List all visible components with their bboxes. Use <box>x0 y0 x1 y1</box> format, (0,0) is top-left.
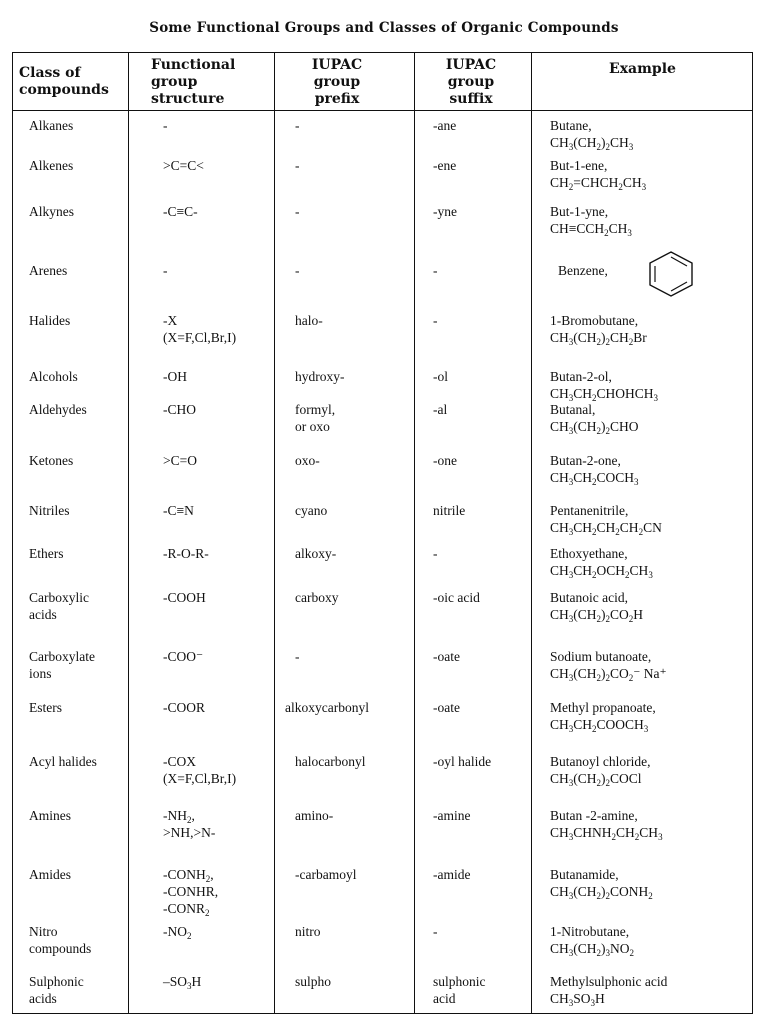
example-name: 1-Bromobutane, <box>550 313 639 328</box>
class-cell: Carboxylic acids <box>29 590 89 622</box>
structure-cell: - <box>163 263 168 278</box>
structure-cell: >C=O <box>163 453 197 468</box>
structure-cell: $-CONH_2$, -CONHR, $-CONR_2$ <box>163 867 219 918</box>
column-divider <box>128 53 129 1013</box>
header-divider <box>13 110 752 111</box>
prefix-cell: sulpho <box>295 974 332 989</box>
structure-cell: -OH <box>163 369 187 384</box>
structure-cell: -C≡C- <box>163 204 198 219</box>
example-cell <box>550 589 643 623</box>
example-formula: $CH\equiv CCH_2CH_3$ <box>550 221 632 238</box>
example-name: Butan-2-one, <box>550 453 621 468</box>
prefix-cell: oxo- <box>295 453 320 468</box>
class-cell: Nitriles <box>29 503 70 518</box>
column-divider <box>531 53 532 1013</box>
example-cell <box>550 807 663 841</box>
suffix-cell: -oic acid <box>433 590 480 605</box>
prefix-cell: amino- <box>295 808 334 823</box>
prefix-cell: hydroxy- <box>295 369 345 384</box>
column-divider <box>414 53 415 1013</box>
example-name: Butan-2-ol, <box>550 369 612 384</box>
example-formula: $CH_3CH_2COOCH_3$ <box>550 717 649 734</box>
suffix-cell: -amine <box>433 808 471 823</box>
structure-cell: >C=C< <box>163 158 204 173</box>
header-example: Example <box>609 61 676 77</box>
class-cell: Alkynes <box>29 204 74 219</box>
structure-cell: $-NH_2$, >NH,>N- <box>163 808 216 840</box>
example-formula: $CH_3SO_3H$ <box>550 991 605 1008</box>
example-formula: $CH_3(CH_2)_2CO_2H$ <box>550 607 644 624</box>
structure-cell: $-NO_2$ <box>163 924 192 941</box>
structure-cell: $-SO_3H$ <box>163 974 202 991</box>
prefix-cell: carboxy <box>295 590 339 605</box>
example-cell <box>550 648 667 682</box>
example-cell <box>550 866 653 900</box>
class-cell: Aldehydes <box>29 402 87 417</box>
example-cell <box>550 502 662 536</box>
example-name: Butanal, <box>550 402 596 417</box>
example-cell <box>558 262 608 279</box>
example-name: Butane, <box>550 118 592 133</box>
suffix-cell: sulphonic acid <box>433 974 486 1006</box>
class-cell: Acyl halides <box>29 754 97 769</box>
class-cell: Halides <box>29 313 71 328</box>
header-structure: Functional group structure <box>151 57 236 107</box>
suffix-cell: - <box>433 546 438 561</box>
header-class: Class of compounds <box>19 65 109 98</box>
header-suffix: IUPAC group suffix <box>445 57 497 107</box>
suffix-cell: -one <box>433 453 457 468</box>
example-cell <box>550 401 639 435</box>
header-prefix: IUPAC group prefix <box>311 57 363 107</box>
example-cell <box>550 699 656 733</box>
suffix-cell: -oyl halide <box>433 754 492 769</box>
example-name: Butanamide, <box>550 867 619 882</box>
example-name: Butanoic acid, <box>550 590 628 605</box>
example-formula: $CH_3CH_2CH_2CH_2CN$ <box>550 520 662 537</box>
example-cell <box>550 753 650 787</box>
example-name: Methyl propanoate, <box>550 700 656 715</box>
example-name: Benzene, <box>558 263 608 278</box>
structure-cell: -C≡N <box>163 503 194 518</box>
prefix-cell: - <box>295 118 300 133</box>
example-name: But-1-yne, <box>550 204 609 219</box>
prefix-cell: formyl, or oxo <box>295 402 336 434</box>
example-cell <box>550 157 646 191</box>
suffix-cell: -al <box>433 402 448 417</box>
prefix-cell: halocarbonyl <box>295 754 366 769</box>
example-name: Butan -2-amine, <box>550 808 638 823</box>
prefix-cell: - <box>295 204 300 219</box>
structure-cell: -COOH <box>163 590 206 605</box>
example-formula: $CH_3(CH_2)_2CH_2Br$ <box>550 330 647 347</box>
class-cell: Sulphonic acids <box>29 974 84 1006</box>
prefix-cell: cyano <box>295 503 328 518</box>
example-formula: $CH_3CHNH_2CH_2CH_3$ <box>550 825 663 842</box>
example-name: Butanoyl chloride, <box>550 754 651 769</box>
suffix-cell: -oate <box>433 649 460 664</box>
column-divider <box>274 53 275 1013</box>
class-cell: Ketones <box>29 453 74 468</box>
class-cell: Arenes <box>29 263 68 278</box>
class-cell: Amides <box>29 867 71 882</box>
suffix-cell: - <box>433 313 438 328</box>
suffix-cell: nitrile <box>433 503 466 518</box>
structure-cell: -COX (X=F,Cl,Br,I) <box>163 754 237 786</box>
structure-cell: -CHO <box>163 402 196 417</box>
example-formula: $CH_3(CH_2)_2COCl$ <box>550 771 642 788</box>
example-cell <box>550 923 634 957</box>
example-cell <box>550 203 632 237</box>
prefix-cell: alkoxy- <box>295 546 337 561</box>
suffix-cell: -ene <box>433 158 457 173</box>
example-cell <box>550 368 658 402</box>
class-cell: Ethers <box>29 546 64 561</box>
example-formula: $CH_3(CH_2)_2CH_3$ <box>550 135 634 152</box>
class-cell: Alkenes <box>29 158 74 173</box>
prefix-cell: -carbamoyl <box>295 867 357 882</box>
suffix-cell: - <box>433 263 438 278</box>
example-name: But-1-ene, <box>550 158 608 173</box>
class-cell: Carboxylate ions <box>29 649 95 681</box>
structure-cell: -COO⁻ <box>163 649 204 664</box>
class-cell: Amines <box>29 808 71 823</box>
suffix-cell: -oate <box>433 700 460 715</box>
page-title: Some Functional Groups and Classes of Organic Compounds <box>149 20 619 36</box>
suffix-cell: -ane <box>433 118 457 133</box>
example-formula: $CH_3CH_2CHOHCH_3$ <box>550 386 659 403</box>
example-cell <box>550 452 639 486</box>
example-name: 1-Nitrobutane, <box>550 924 630 939</box>
structure-cell: -COOR <box>163 700 206 715</box>
example-formula: $CH_3CH_2COCH_3$ <box>550 470 639 487</box>
example-formula: $CH_3(CH_2)_3NO_2$ <box>550 941 635 958</box>
structure-cell: -X (X=F,Cl,Br,I) <box>163 313 237 345</box>
example-name: Sodium butanoate, <box>550 649 652 664</box>
prefix-cell: - <box>295 263 300 278</box>
suffix-cell: -ol <box>433 369 448 384</box>
class-cell: Alcohols <box>29 369 78 384</box>
suffix-cell: -yne <box>433 204 457 219</box>
example-cell <box>550 117 633 151</box>
example-cell <box>550 312 647 346</box>
example-name: Pentanenitrile, <box>550 503 629 518</box>
suffix-cell: -amide <box>433 867 471 882</box>
class-cell: Esters <box>29 700 62 715</box>
prefix-cell: - <box>295 158 300 173</box>
example-name: Methylsulphonic acid <box>550 974 668 989</box>
example-formula: $CH_3(CH_2)_2CO_2^-$ Na⁺ <box>550 666 667 683</box>
example-cell <box>550 973 667 1007</box>
example-name: Ethoxyethane, <box>550 546 628 561</box>
suffix-cell: - <box>433 924 438 939</box>
prefix-cell: halo- <box>295 313 323 328</box>
structure-cell: -R-O-R- <box>163 546 209 561</box>
example-cell <box>550 545 653 579</box>
structure-cell: - <box>163 118 168 133</box>
example-formula: $CH_3(CH_2)_2CHO$ <box>550 419 639 436</box>
example-formula: $CH_3CH_2OCH_2CH_3$ <box>550 563 653 580</box>
prefix-cell: nitro <box>295 924 321 939</box>
prefix-cell: - <box>295 649 300 664</box>
functional-groups-table <box>12 52 753 1014</box>
benzene-ring-icon <box>645 249 697 299</box>
example-formula: $CH_3(CH_2)_2CONH_2$ <box>550 884 653 901</box>
example-formula: $CH_2=CHCH_2CH_3$ <box>550 175 647 192</box>
class-cell: Nitro compounds <box>29 924 92 956</box>
prefix-cell: alkoxycarbonyl <box>285 700 369 715</box>
class-cell: Alkanes <box>29 118 74 133</box>
